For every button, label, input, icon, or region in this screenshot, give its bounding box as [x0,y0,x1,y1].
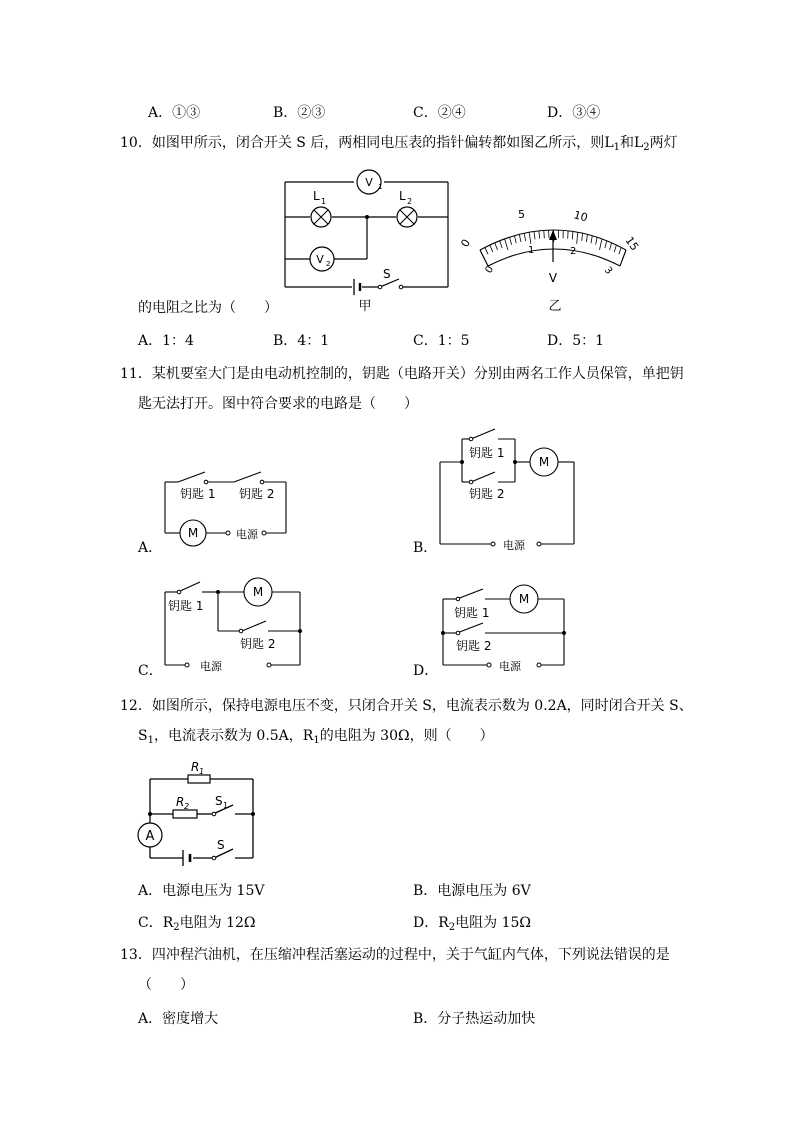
q11b-motor-label: M [538,455,550,469]
q10-stem-line2: 的电阻之比为（ ） [138,300,278,316]
q10-battery-icon [354,279,360,295]
q12-s1-label-sub: 1 [223,801,229,810]
q10-stem [120,134,678,154]
q12-stem-b: ，电流表示数为 0.5A，R [153,728,314,744]
q10-inner-scale-1: 1 [528,245,535,256]
q10-lamp-l1-label: L [313,189,320,203]
dial-tick [500,241,502,248]
dial-tick [490,245,493,252]
q12-ammeter-label: A [145,829,155,844]
q10-dial-pointer [549,230,557,262]
dial-tick [514,236,516,244]
q10-lamp-l2-sub: 2 [407,197,413,206]
q10-l1: L [604,135,614,151]
q10-figure-jia [270,165,460,315]
q12-r1-label-sub: 1 [199,767,205,776]
q10-voltmeter-v1 [357,170,382,194]
q11b-source-label: 电源 [503,539,525,552]
dial-tick [596,237,597,245]
q12-stem-line1: 12．如图所示，保持电源电压不变，只闭合开关 S，电流表示数为 0.2A，同时闭合开关 S、 [120,698,693,714]
q10-voltmeter-v2 [310,247,334,271]
q11-circuit-d [435,575,575,675]
dial-tick [605,241,607,248]
q10-outer-scale-15: 15 [622,234,642,254]
q9-option-d: D．③④ [547,105,601,121]
q12-s1-label: S [215,794,223,808]
q11-stem-line2: 匙无法打开。图中符合要求的电路是（ ） [138,396,418,412]
q11-option-c-label: C． [138,663,163,679]
q10-junction-dot [365,215,369,219]
q10-inner-scale-2: 2 [570,246,577,257]
q10-stem-post: 两灯 [649,135,678,151]
q11b-key1-label: 钥匙 1 [469,446,505,460]
q11-option-d-label: D． [413,663,439,679]
q10-option-d: D．5：1 [547,333,605,349]
dial-tick [524,233,525,241]
q10-lamp-l1 [311,189,331,227]
q11a-key2-label: 钥匙 2 [239,487,275,501]
q11c-key1-label: 钥匙 1 [168,599,204,613]
q11-stem-line1: 11．某机要室大门是由电动机控制的，钥匙（电路开关）分别由两名工作人员保管，单把钥 [120,366,684,382]
q10-v2-sub: 2 [326,260,331,268]
q10-dial-unit: V [548,271,558,285]
q10-outer-scale-0: 0 [458,236,474,250]
q12-s1: S [138,728,148,744]
dial-tick [614,245,616,252]
q10-v1-sub: 1 [378,183,383,191]
q9-option-b: B．②③ [273,105,326,121]
dial-tick [622,250,626,260]
q10-inner-scale-3: 3 [601,264,615,277]
q10-v2-letter: V [316,253,324,266]
q10-switch-label: S [383,267,391,281]
q10-lamp-l1-sub: 1 [321,197,327,206]
q12-option-c-pre: C．R [138,915,174,931]
q11b-key2-label: 钥匙 2 [469,487,505,501]
q13-stem-line2: （ ） [138,977,194,993]
dial-tick [485,247,488,254]
dial-tick [577,232,578,244]
dial-tick [519,234,521,242]
q10-outer-scale-5: 5 [518,208,525,221]
q12-r1-label: R [191,760,200,774]
q12-option-c-sub: 2 [173,922,180,933]
q10-option-c: C．1：5 [413,333,470,349]
q11-circuit-a [160,465,295,550]
dial-tick [480,250,485,260]
q10-caption-jia: 甲 [358,299,372,314]
q10-switch-s [378,267,403,289]
q12-s-label: S [217,838,225,852]
dial-tick [610,243,612,250]
q11d-key2-label: 钥匙 2 [456,639,492,653]
q10-option-b: B．4：1 [273,333,330,349]
q12-option-c-post: 电阻为 12Ω [179,915,256,931]
q11-option-a-label: A． [138,540,163,556]
q11a-motor-label: M [187,526,199,540]
q11-option-b-label: B． [413,540,438,556]
q12-option-a: A．电源电压为 15V [138,883,265,899]
q11c-source-label: 电源 [200,660,222,673]
q12-r2-label: R [176,795,185,809]
q10-caption-yi: 乙 [548,299,562,314]
q11d-motor-label: M [518,592,530,606]
dial-tick [529,232,531,244]
q10-and: 和 [619,135,634,151]
q10-l2-sub: 2 [643,142,650,153]
q13-option-a: A．密度增大 [138,1011,219,1027]
q10-l1-sub: 1 [613,142,620,153]
q11d-source-label: 电源 [499,660,521,673]
q12-circuit [135,755,265,865]
q12-battery-icon [183,850,190,866]
q11a-key1-label: 钥匙 1 [180,487,216,501]
dial-tick [510,237,512,245]
q12-r1-sub: 1 [313,735,320,746]
q12-resistor-r2 [173,810,197,818]
q11c-key2-label: 钥匙 2 [240,637,276,651]
dial-tick [505,239,508,250]
q9-option-a: A．①③ [148,105,201,121]
q10-inner-scale-0: 0 [483,264,497,276]
q10-lamp-l2-label: L [399,189,406,203]
q12-stem-c: 的电阻为 30Ω，则（ ） [319,728,494,744]
q12-option-d-pre: D．R [413,915,449,931]
q12-option-c [138,914,256,934]
q12-r2-label-sub: 2 [184,802,190,811]
dial-tick [572,231,573,239]
q12-resistor-r1 [188,775,210,783]
q10-lamp-l2 [397,189,417,227]
q12-option-d-sub: 2 [448,922,456,933]
q12-stem-line2 [138,727,494,747]
q11c-motor-label: M [252,585,264,599]
dial-tick [582,233,583,241]
q13-stem-line1: 13．四冲程汽油机，在压缩冲程活塞运动的过程中，关于气缸内气体，下列说法错误的是 [120,947,670,963]
dial-tick [534,231,535,239]
q10-outer-scale-10: 10 [572,208,590,225]
q10-stem-pre: 10．如图甲所示，闭合开关 S 后，两相同电压表的指针偏转都如图乙所示，则 [120,135,605,151]
dial-tick [586,234,587,242]
dial-tick [495,243,498,250]
dial-tick [544,230,545,238]
dial-tick [619,247,621,254]
q10-figure-yi [460,200,650,315]
q10-v1-letter: V [365,176,373,189]
q12-option-b: B．电源电压为 6V [413,883,531,899]
q9-option-c: C．②④ [413,105,466,121]
dial-tick [591,236,592,244]
q12-s1-sub: 1 [147,735,154,746]
q10-l2: L [633,135,644,151]
dial-tick [539,231,540,239]
q12-option-d [413,914,531,934]
q11d-key1-label: 钥匙 1 [454,606,490,620]
dial-tick [599,239,601,250]
q10-option-a: A．1：4 [138,333,194,349]
q12-option-d-post: 电阻为 15Ω [455,915,532,931]
q11a-source-label: 电源 [236,528,258,541]
q11-circuit-b [435,425,585,550]
q11-circuit-c [160,575,310,675]
q13-option-b: B．分子热运动加快 [413,1011,536,1027]
